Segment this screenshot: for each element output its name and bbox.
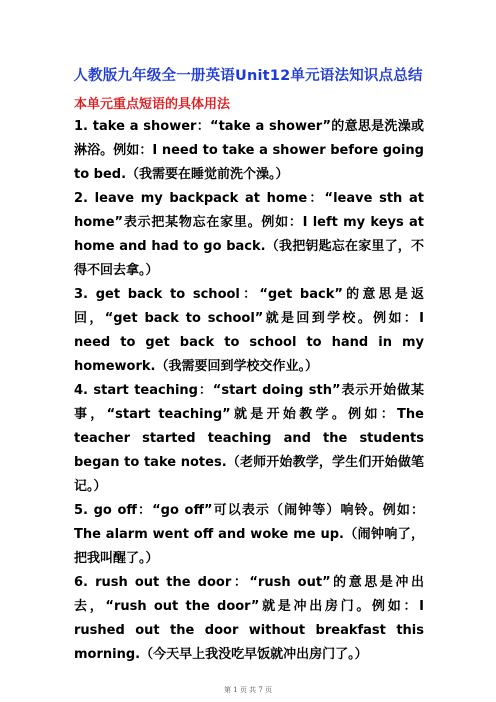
phrase-item-rush-out-the-door: 6. rush out the door：“rush out”的意思是冲出去，“rush out the door”就是冲出房门。例如：I rushed out the door without breakfast this morning.（今天早上我没吃早饭就冲出房门了。） [74, 575, 424, 662]
section-heading: 本单元重点短语的具体用法 [74, 97, 231, 112]
phrase-item-take-a-shower: 1. take a shower：“take a shower”的意思是洗澡或淋浴。例如：I need to take a shower before going to bed.（我需要在睡觉前洗个澡。） [74, 119, 424, 182]
phrase-list [74, 115, 424, 667]
phrase-item-get-back-to-school: 3. get back to school：“get back”的意思是返回，“get back to school”就是回到学校。例如：I need to get back to school to hand in my homework.（我需要回到学校交作业。） [74, 287, 424, 374]
document-title: 人教版九年级全一册英语Unit12单元语法知识点总结 [73, 68, 423, 84]
phrase-item-leave-at-home: 2. leave my backpack at home：“leave sth at home”表示把某物忘在家里。例如：I left my keys at home and had to go back.（我把钥匙忘在家里了，不得不回去拿。） [74, 191, 424, 278]
page-number-footer: 第 1 页 共 7 页 [223, 686, 273, 694]
phrase-item-start-teaching: 4. start teaching：“start doing sth”表示开始做某事，“start teaching”就是开始教学。例如：The teacher started teaching and the students began to take notes.（老师开始教学，学生们开始做笔记。） [74, 383, 424, 494]
phrase-item-go-off: 5. go off：“go off”可以表示（闹钟等）响铃。例如：The alarm went off and woke me up.（闹钟响了，把我叫醒了。） [74, 503, 424, 566]
